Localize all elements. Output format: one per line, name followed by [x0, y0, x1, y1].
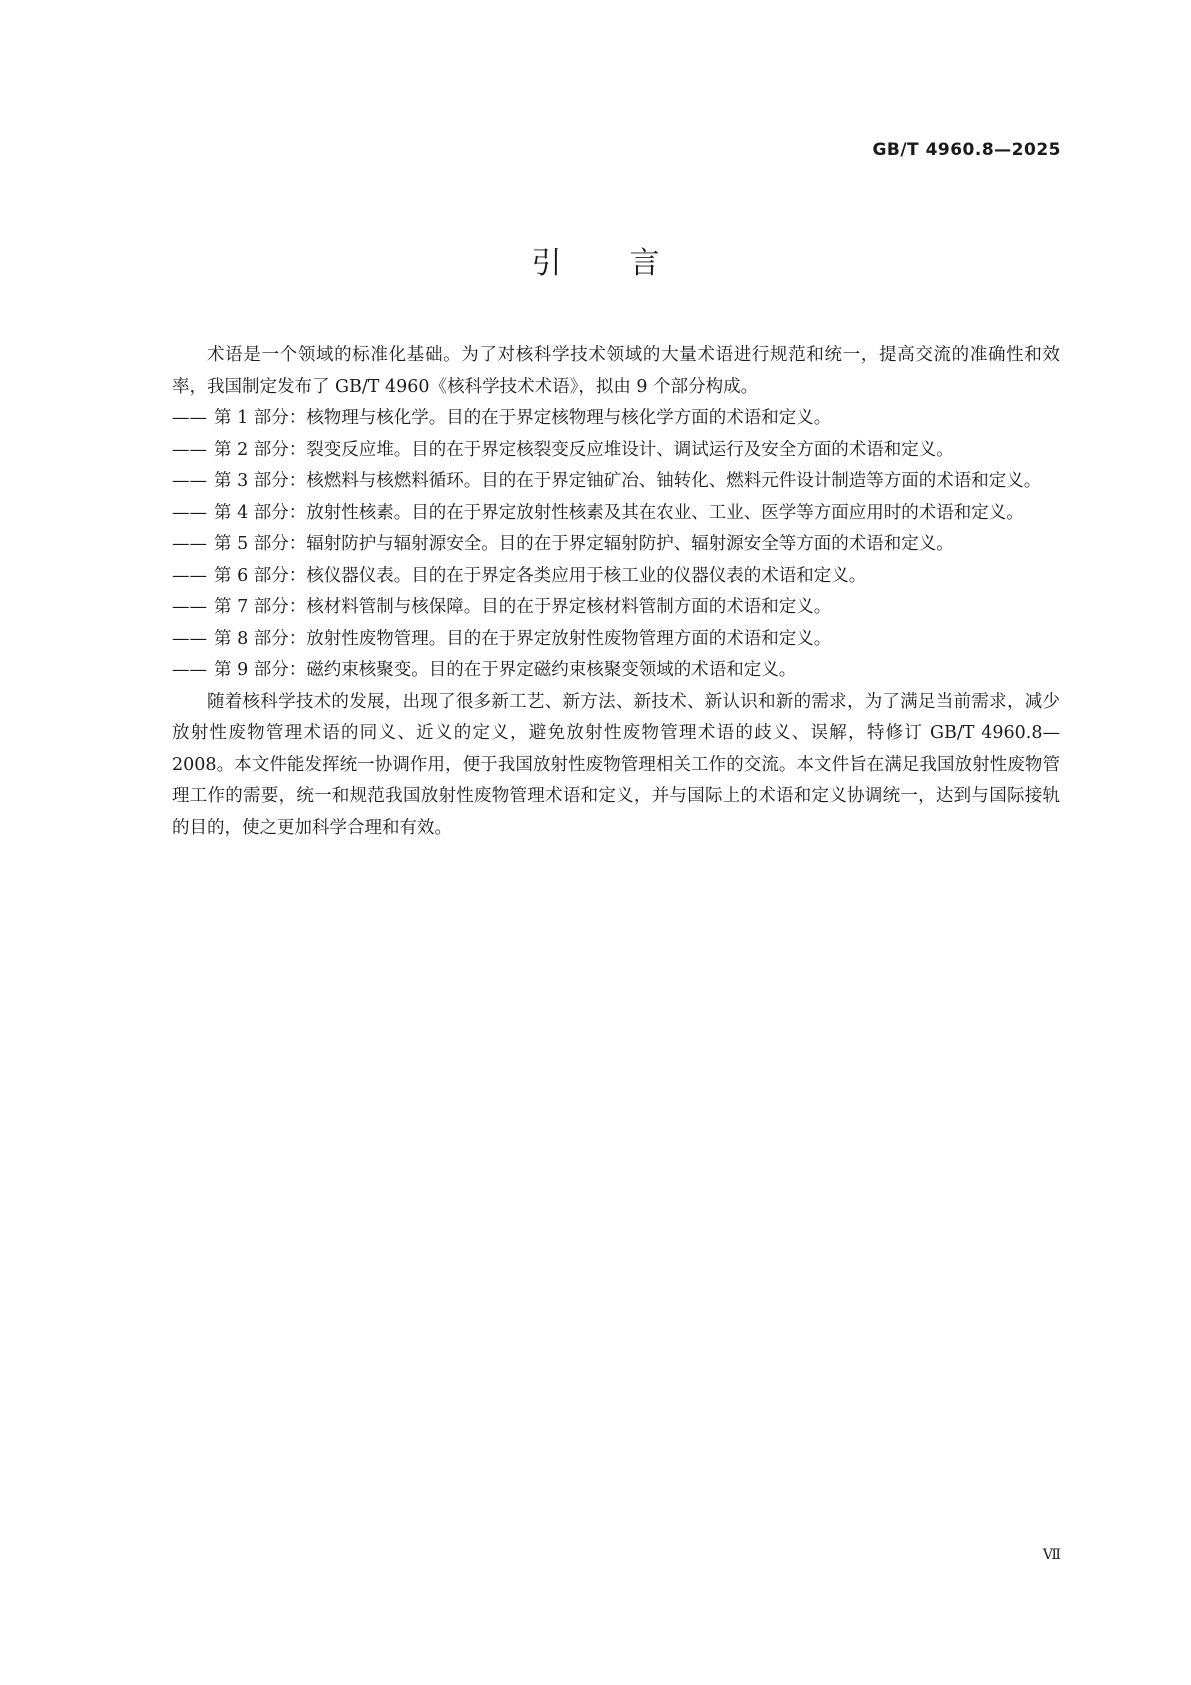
page-number: Ⅶ: [1042, 1547, 1061, 1563]
list-item-part-6: [172, 561, 1060, 593]
list-dash: ——: [172, 597, 207, 617]
list-item-part-4: [172, 498, 1060, 530]
intro-paragraph: 术语是一个领域的标准化基础。为了对核科学技术领域的大量术语进行规范和统一，提高交流的准确性和效率，我国制定发布了 GB/T 4960《核科学技术术语》，拟由 9 个部分构成。: [172, 345, 1060, 397]
list-item-part-1: [172, 403, 1060, 435]
list-dash: ——: [172, 439, 207, 460]
list-item-text: 第 7 部分：核材料管制与核保障。目的在于界定核材料管制方面的术语和定义。: [214, 597, 832, 617]
foreword-body: [172, 340, 1060, 844]
list-dash: ——: [172, 660, 207, 680]
list-item-text: 第 9 部分：磁约束核聚变。目的在于界定磁约束核聚变领域的术语和定义。: [214, 660, 797, 680]
list-item-part-8: [172, 624, 1060, 656]
list-item-part-5: [172, 529, 1060, 561]
list-dash: ——: [172, 408, 207, 428]
list-dash: ——: [172, 565, 207, 586]
list-item-text: 第 6 部分：核仪器仪表。目的在于界定各类应用于核工业的仪器仪表的术语和定义。: [214, 565, 867, 586]
list-item-part-9: [172, 655, 1060, 687]
list-item-text: 第 8 部分：放射性废物管理。目的在于界定放射性废物管理方面的术语和定义。: [214, 628, 832, 649]
list-dash: ——: [172, 534, 207, 554]
standard-code: GB/T 4960.8—2025: [872, 140, 1061, 160]
list-item-text: 第 5 部分：辐射防护与辐射源安全。目的在于界定辐射防护、辐射源安全等方面的术语和定义。: [214, 534, 954, 554]
closing-paragraph: 随着核科学技术的发展，出现了很多新工艺、新方法、新技术、新认识和新的需求，为了满足当前需求，减少放射性废物管理术语的同义、近义的定义，避免放射性废物管理术语的歧义、误解，特修订 GB/T 4960.8—2008。本文件能发挥统一协调作用，便于我国放射性废物管理相关工作的交流。本文件旨在满足我国放射性废物管理工作的需要，统一和规范我国放射性废物管理术语和定义，并与国际上的术语和定义协调统一，达到与国际接轨的目的，使之更加科学合理和有效。: [172, 691, 1060, 838]
page-title: 引言: [531, 246, 728, 281]
list-item-part-3: [172, 466, 1060, 498]
list-item-text: 第 1 部分：核物理与核化学。目的在于界定核物理与核化学方面的术语和定义。: [214, 408, 832, 428]
list-item-text: 第 4 部分：放射性核素。目的在于界定放射性核素及其在农业、工业、医学等方面应用时的术语和定义。: [214, 502, 1024, 523]
list-dash: ——: [172, 628, 207, 649]
list-item-part-7: [172, 592, 1060, 624]
list-item-part-2: [172, 435, 1060, 467]
list-dash: ——: [172, 471, 207, 491]
list-item-text: 第 2 部分：裂变反应堆。目的在于界定核裂变反应堆设计、调试运行及安全方面的术语和定义。: [214, 439, 954, 460]
list-item-text: 第 3 部分：核燃料与核燃料循环。目的在于界定铀矿冶、铀转化、燃料元件设计制造等方面的术语和定义。: [214, 471, 1042, 491]
list-dash: ——: [172, 502, 207, 523]
